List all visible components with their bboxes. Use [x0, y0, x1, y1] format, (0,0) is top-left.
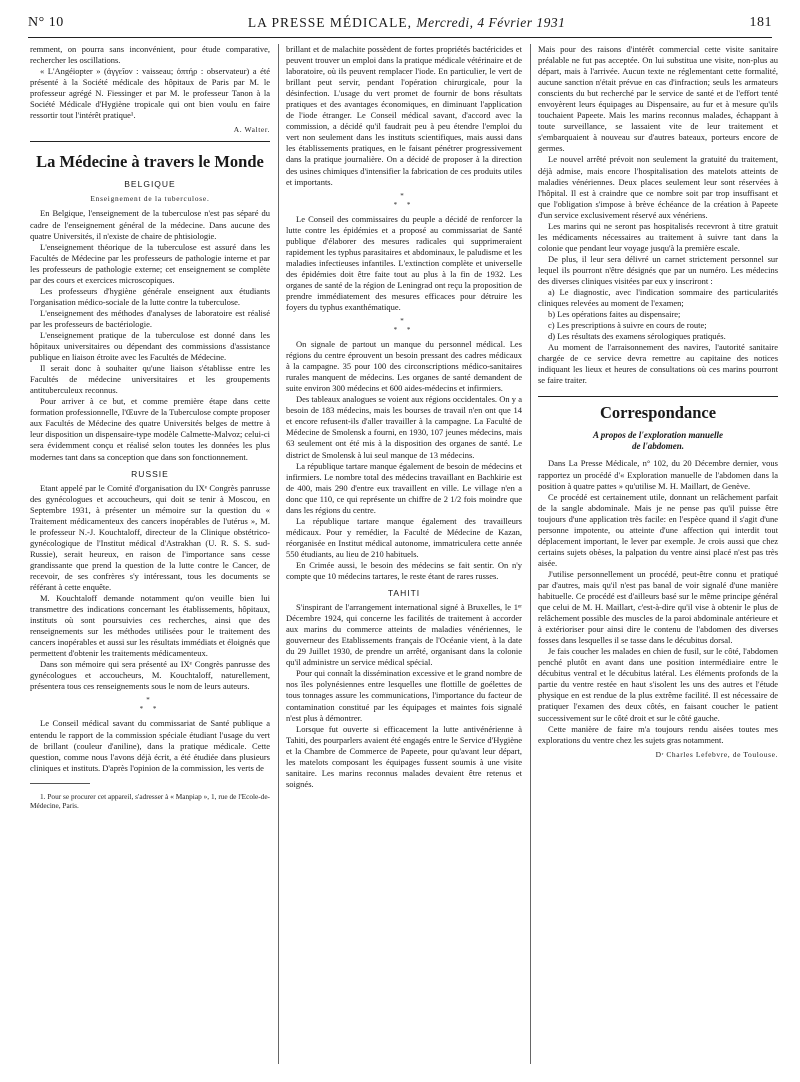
paragraph: Pour qui connaît la dissémination excessive et le grand nombre de nos îles polynésiennes entre lesquelles une flottille de goélettes de tous tonnages assure les communications, l'importance du facteur de contamination constitué par les équipages et maintes fois signalé n'est plus à démontrer. — [286, 668, 522, 723]
paragraph: La république tartare manque également des travailleurs médicaux. Pour y remédier, la Faculté de Médecine de Kazan, réorganisée en Institut médical autonome, immatriculera cette année 550 étudiants, au lieu de 210 habituels. — [286, 515, 522, 559]
footnote: 1. Pour se procurer cet appareil, s'adresser à « Manpiap », 1, rue de l'Ecole-de-Médecine, Paris. — [30, 791, 270, 811]
country-heading: RUSSIE — [131, 468, 169, 479]
section-title: Correspondance — [599, 403, 717, 423]
paragraph: Dans La Presse Médicale, n° 102, du 20 Décembre dernier, vous rapportez un procédé d'« Exploration manuelle de l'abdomen dans la position à quatre pattes » qu'utilise M. H. Maillart, de Genève. — [538, 458, 778, 491]
paragraph: Les professeurs d'hygiène générale enseignent aux étudiants l'organisation médico-sociale de la lutte contre la tuberculose. — [30, 285, 270, 307]
journal-title — [248, 15, 565, 31]
footnote-rule — [30, 783, 90, 784]
paragraph: En Belgique, l'enseignement de la tuberculose n'est pas séparé du cadre de l'enseignement général de la médecine. Dans aucune des quatre Universités, il n'existe de chaire de phtisiologie. — [30, 208, 270, 241]
issue-date: Mercredi, 4 Février 1931 — [416, 15, 566, 30]
section-separator-stars: * * * — [139, 696, 161, 714]
sub-heading: Enseignement de la tuberculose. — [90, 194, 210, 204]
section-separator-stars: * * * — [393, 317, 415, 335]
paragraph: J'utilise personnellement un procédé, peut-être connu et pratiqué par d'autres, mais qu'il n'est pas banal de voir signalé d'une manière habituelle. Ce procédé est d'ailleurs basé sur le même principe général que celui de M. H. Maillart, c'est-à-dire qu'il vise à obtenir le plus de relâchement possible des muscles de la paroi abdominale antérieure et à extérioriser pour ainsi dire le contenu de l'abdomen des diverses fosses dans lesquelles il se tasse dans le décubitus dorsal. — [538, 568, 778, 646]
paragraph: Pour arriver à ce but, et comme première étape dans cette formation professionnelle, l'Œuvre de la Tuberculose compte proposer aux Facultés de Médecine des quatre Universités belges de mettre à leur disposition un dispensaire-type modèle Calmette-Malvoz; celui-ci sera évidemment conçu et réalisé selon toutes les données les plus modernes tant dans sa conception que dans son fonctionnement. — [30, 396, 270, 462]
paragraph: Le Conseil des commissaires du peuple a décidé de renforcer la lutte contre les épidémies et a proposé au commissariat de Santé publique d'élaborer des mesures radicales qui supprimeraient rapidement les typhus parasitaires et abdominaux, le paludisme et les maladies infectieuses infantiles. L'extinction complète et universelle des épidémies doit être faite tout au plus à la fin de 1932. Les organes de santé de la région de Leningrad ont reçu la proposition de prendre immédiatement des mesures efficaces pour détruire les foyers du typhus exanthématique. — [286, 213, 522, 312]
list-item: b) Les opérations faites au dispensaire; — [548, 309, 681, 320]
paragraph: Le nouvel arrêté prévoit non seulement la gratuité du traitement, déjà admise, mais encore l'hospitalisation des matelots atteints de maladies vénériennes. Deux places seulement leur sont réservées à l'hôpital. Il est à craindre que ce nombre soit par trop insuffisant et que l'obligation s'impose à brève échéance de la création à Papeete d'un service exclusivement réservé aux vénériens. — [538, 154, 778, 220]
running-head — [28, 12, 772, 34]
paragraph: Etant appelé par le Comité d'organisation du IXᵉ Congrès panrusse des gynécologues et accoucheurs, qui doit se tenir à Moscou, en Septembre 1931, à présenter un mémoire sur la question du « Traitement médicamenteux des cancers inopérables de l'utérus », M. le professeur N.-J. Kouchtaloff, directeur de la Clinique obstétrico-gynécologique de l'Institut médical d'Astrakhan (U. R. S. S. sud-Russie), serait heureux, en raison de l'importance sans cesse grandissante que prend la question de la lutte contre le Cancer, de recevoir, de ses confrères s'y intéressant, tous les documents se référant à cette enquête. — [30, 482, 270, 593]
column-divider — [278, 44, 279, 1064]
paragraph: « L'Angéiopter » (ἀγγεῖον : vaisseau; ὀπτήρ : observateur) a été présenté à la Société médicale des hôpitaux de Paris par M. le professeur agrégé N. Fiessinger et par M. le professeur Tanon à la Société Médicale d'Hygiène tropicale qui ont bien voulu en faire ressortir tout l'intérêt pratique¹. — [30, 66, 270, 121]
author-signature: Dʳ Charles Lefebvre, de Toulouse. — [655, 749, 778, 759]
section-separator-stars: * * * — [393, 191, 415, 209]
column-1 — [30, 44, 270, 1064]
paragraph: Je fais coucher les malades en chien de fusil, sur le côté, l'abdomen penché plutôt en avant dans une position intermédiaire entre le décubitus ventral et le décubitus latéral. Les éléments profonds de la partie du ventre restée en haut s'isolent les uns des autres et l'étude physique en est rendue de la plus extrême facilité. Il est nécessaire de pratiquer l'examen des deux côtés, en faisant coucher le patient successivement sur le côté droit et sur le côté gauche. — [538, 646, 778, 723]
column-divider — [530, 44, 531, 1064]
list-item: a) Le diagnostic, avec l'indication sommaire des particularités cliniques relevées au moment de l'examen; — [538, 287, 778, 309]
paragraph: L'enseignement théorique de la tuberculose est assuré dans les Facultés de Médecine par les professeurs de pathologie interne et par les professeurs de pathologie externe; cet enseignement se complète par des cours et exercices microscopiques. — [30, 241, 270, 285]
paragraph: La république tartare manque également de besoin de médecins et infirmiers. Le nombre total des médecins travaillant en Bachkirie est de 400, mais 290 d'entre eux travaillent en ville. Le village n'en a donc que 110, ce qui représente un chiffre de 2 1/2 fois moindre que dans les régions du centre. — [286, 460, 522, 515]
article-subtitle — [538, 430, 778, 452]
paragraph: L'enseignement des méthodes d'analyses de laboratoire est réalisé par les professeurs de bactériologie. — [30, 307, 270, 329]
country-heading: BELGIQUE — [124, 179, 176, 190]
journal-name: LA PRESSE MÉDICALE, — [247, 15, 412, 30]
country-heading: TAHITI — [387, 588, 421, 599]
paragraph: Cette manière de faire m'a toujours rendu aisées toutes mes explorations du ventre chez les sujets gras notamment. — [538, 723, 778, 745]
section-rule — [538, 396, 778, 397]
paragraph: On signale de partout un manque du personnel médical. Les régions du centre éprouvent un besoin pressant des cadres médicaux à la campagne. 35 pour 100 des circonscriptions médico-sanitaires rurales manquent de médecins. Les organes de santé demandent de suite environ 300 médecins et 600 aides-médecins et infirmiers. — [286, 339, 522, 394]
page-number-right: 181 — [749, 15, 772, 30]
paragraph: Il serait donc à souhaiter qu'une liaison s'établisse entre les Facultés de médecine universitaires et les groupements antituberculeux reconnus. — [30, 363, 270, 396]
list-item: d) Les résultats des examens sérologiques pratiqués. — [548, 331, 726, 342]
paragraph: Les marins qui ne seront pas hospitalisés recevront à titre gratuit les médicaments nécessaires au traitement à suivre tant dans la colonie que pendant leur voyage jusqu'à la première escale. — [538, 220, 778, 253]
subtitle-line: de l'abdomen. — [632, 441, 684, 452]
paragraph: De plus, il leur sera délivré un carnet strictement personnel sur lequel ils pourront n'être désignés que par un numéro. Les médecins des diverses cliniques visitées par eux y inscriront : — [538, 253, 778, 286]
paragraph: Dans son mémoire qui sera présenté au IXᵉ Congrès panrusse des gynécologues et accoucheurs, M. Kouchtaloff, naturellement, présentera tous ces renseignements sous le nom de leurs auteurs. — [30, 659, 270, 692]
paragraph: brillant et de malachite possèdent de fortes propriétés bactéricides et peuvent trouver un emploi dans la pratique médicale vétérinaire et de laboratoire, où ils peuvent remplacer l'iode. En particulier, le vert de brillant peut servir, pendant l'opération chirurgicale, pour la désinfection. L'usage du vert promet de fournir de bons résultats pratiques et des avantages économiques, en diminuant l'application de l'iode étranger. Le Conseil médical savant, d'accord avec la commission, a décidé qu'il faudrait peu à peu étendre l'emploi du vert non seulement dans les instituts scientifiques, mais aussi dans les établissements pratiques, en le faisant pénétrer progressivement dans la pratique journalière. On a décidé de proposer à la direction des usines chimiques d'intensifier la fabrication de ces produits utiles et importants. — [286, 44, 522, 187]
section-title: La Médecine à travers le Monde — [36, 152, 264, 172]
page-number-left: N° 10 — [28, 15, 64, 30]
paragraph: remment, on pourra sans inconvénient, pour étude comparative, rechercher les oscillations. — [30, 44, 270, 66]
subtitle-line: A propos de l'exploration manuelle — [592, 430, 723, 441]
paragraph: Ce procédé est certainement utile, donnant un relâchement parfait de la sangle abdominale. Mais je ne pense pas qu'il puisse être toujours d'une application très facile: en l'espèce quand il s'agit d'une personne impotente, ou atteinte d'une affection qui interdit tout déplacement important, le lever par exemple. Je crois aussi que chez certains sujets obèses, la palpation du ventre ainsi placé n'est pas très aisée. — [538, 491, 778, 568]
section-rule — [30, 141, 270, 142]
paragraph: Des tableaux analogues se voient aux régions occidentales. On y a besoin de 183 médecins, mais les bourses de travail n'en ont que 14 et encore refusent-ils d'aller travailler à la campagne. La Faculté de Médecine de Smolensk a fourni, en 1930, 107 jeunes médecins, mais 63 seulement ont été mis à la disposition des organes de santé. Le district de Smolensk à lui seul manque de 13 médecins. — [286, 394, 522, 460]
column-2 — [286, 44, 522, 1064]
paragraph: L'enseignement pratique de la tuberculose est donné dans les hôpitaux universitaires ou dépendant des commissions d'assistance publique en liaison étroite avec les Facultés de Médecine. — [30, 329, 270, 363]
paragraph: Au moment de l'arraisonnement des navires, l'autorité sanitaire chargée de ce service devra remettre au capitaine des notices indiquant les lieux et heures de consultations où ces marins pourront se faire traiter. — [538, 342, 778, 386]
paragraph: Mais pour des raisons d'intérêt commercial cette visite sanitaire préalable ne fut pas acceptée. On lui substitua une visite, non-plus au départ, mais à l'arrivée. Aucun texte ne réglementant cette formalité, aucune sanction n'était prévue en cas d'infraction; seuls les armateurs conscients du but recherché par le service de santé et de l'effort tenté envoyèrent leurs équipages au Dispensaire, au fur et à mesure qu'ils touchaient Papeete. Mais les marins reconnus malades, échappant à toute surveillance, se lassaient vite de leur traitement et s'embarquaient à nouveau sur d'autres bateaux, porteurs encore de germes. — [538, 44, 778, 154]
paragraph: Le Conseil médical savant du commissariat de Santé publique a entendu le rapport de la commission spéciale étudiant l'usage du vert de brillant (couleur d'aniline), dans la pratique médicale. Cette question, comme nous l'avons déjà écrit, a été étudiée dans plusieurs cliniques et instituts. D'après l'opinion de la commission, les verts de — [30, 718, 270, 773]
author-signature: A. Walter. — [233, 125, 270, 135]
paragraph: En Crimée aussi, le besoin des médecins se fait sentir. On n'y compte que 10 médecins tartares, le reste étant de rares russes. — [286, 559, 522, 582]
header-rule — [28, 37, 772, 38]
paragraph: Lorsque fut ouverte si efficacement la lutte antivénérienne à Tahiti, des pourparlers avaient été engagés entre le Service d'Hygiène et la Chambre de Commerce de Papeete, pour qu'avant leur départ, les matelots composant les équipages fussent soumis à une visite sanitaire. Les marins reconnus malades devaient être retenus et soignés. — [286, 723, 522, 789]
paragraph: S'inspirant de l'arrangement international signé à Bruxelles, le 1ᵉʳ Décembre 1924, qui concerne les facilités de traitement à accorder aux marins du commerce atteints de maladies vénériennes, le gouverneur des Etablissements français de l'Océanie vient, à la date du 29 Juillet 1930, de prendre un arrêté, organisant dans la colonie qu'il administre un service médical spécial. — [286, 602, 522, 668]
list-item: c) Les prescriptions à suivre en cours de route; — [548, 320, 707, 331]
paragraph: M. Kouchtaloff demande notamment qu'on veuille bien lui transmettre des indications concernant les établissements, hôpitaux, instituts où sont poursuivies ces recherches, ainsi que des renseignements sur les méthodes utilisées pour le traitement des cancers inopérables et aussi sur les résultats immédiats et éloignés que permettent d'obtenir les traitements médicamenteux. — [30, 593, 270, 659]
inscription-list — [538, 287, 778, 342]
column-3 — [538, 44, 778, 1064]
